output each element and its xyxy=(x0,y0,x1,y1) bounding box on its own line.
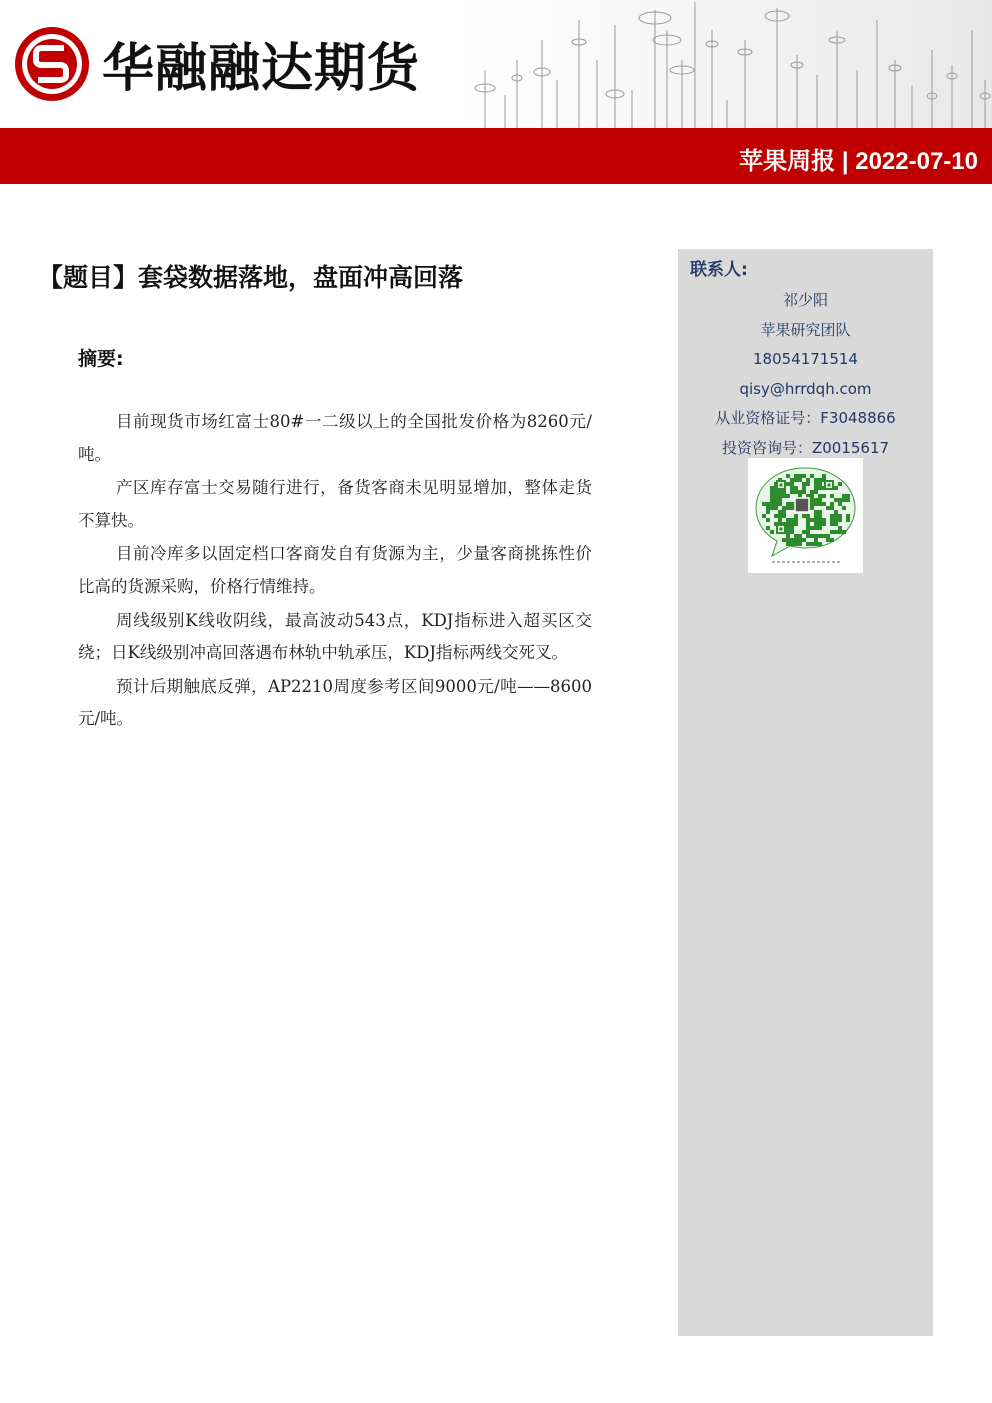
decorative-lines-pattern xyxy=(457,0,992,128)
contact-details xyxy=(678,286,933,463)
contact-name: 祁少阳 xyxy=(782,291,828,309)
abstract-paragraph: 产区库存富士交易随行进行，备货客商未见明显增加，整体走货不算快。 xyxy=(78,478,592,530)
abstract-paragraph: 目前现货市场红富士80#一二级以上的全国批发价格为8260元/吨。 xyxy=(78,412,592,464)
abstract-heading: 摘要: xyxy=(78,348,124,370)
company-logo-icon xyxy=(12,24,92,104)
report-type-date: 苹果周报 | 2022-07-10 xyxy=(739,148,978,175)
contact-email[interactable]: qisy@hrrdqh.com xyxy=(739,379,872,398)
contact-sidebar xyxy=(678,249,933,1336)
abstract-paragraph: 预计后期触底反弹，AP2210周度参考区间9000元/吨——8600元/吨。 xyxy=(78,676,592,729)
contact-phone: 18054171514 xyxy=(753,350,858,368)
consulting-number: 投资咨询号：Z0015617 xyxy=(721,438,890,457)
page-header xyxy=(0,0,992,185)
contact-heading: 联系人: xyxy=(690,260,748,280)
qualification-number: 从业资格证号：F3048866 xyxy=(715,409,896,427)
report-title: 【题目】套袋数据落地，盘面冲高回落 xyxy=(38,263,464,292)
abstract-paragraph: 目前冷库多以固定档口客商发自有货源为主，少量客商挑拣性价比高的货源采购，价格行情维持。 xyxy=(78,544,592,596)
abstract-body xyxy=(78,406,592,737)
company-name: 华融融达期货 xyxy=(102,39,421,99)
abstract-paragraph: 周线级别K线收阴线，最高波动543点，KDJ指标进入超买区交绕；日K线级别冲高回落遇布林轨中轨承压，KDJ指标两线交死叉。 xyxy=(78,610,592,663)
wechat-qr-code-icon xyxy=(748,458,863,573)
contact-team: 苹果研究团队 xyxy=(760,320,851,339)
